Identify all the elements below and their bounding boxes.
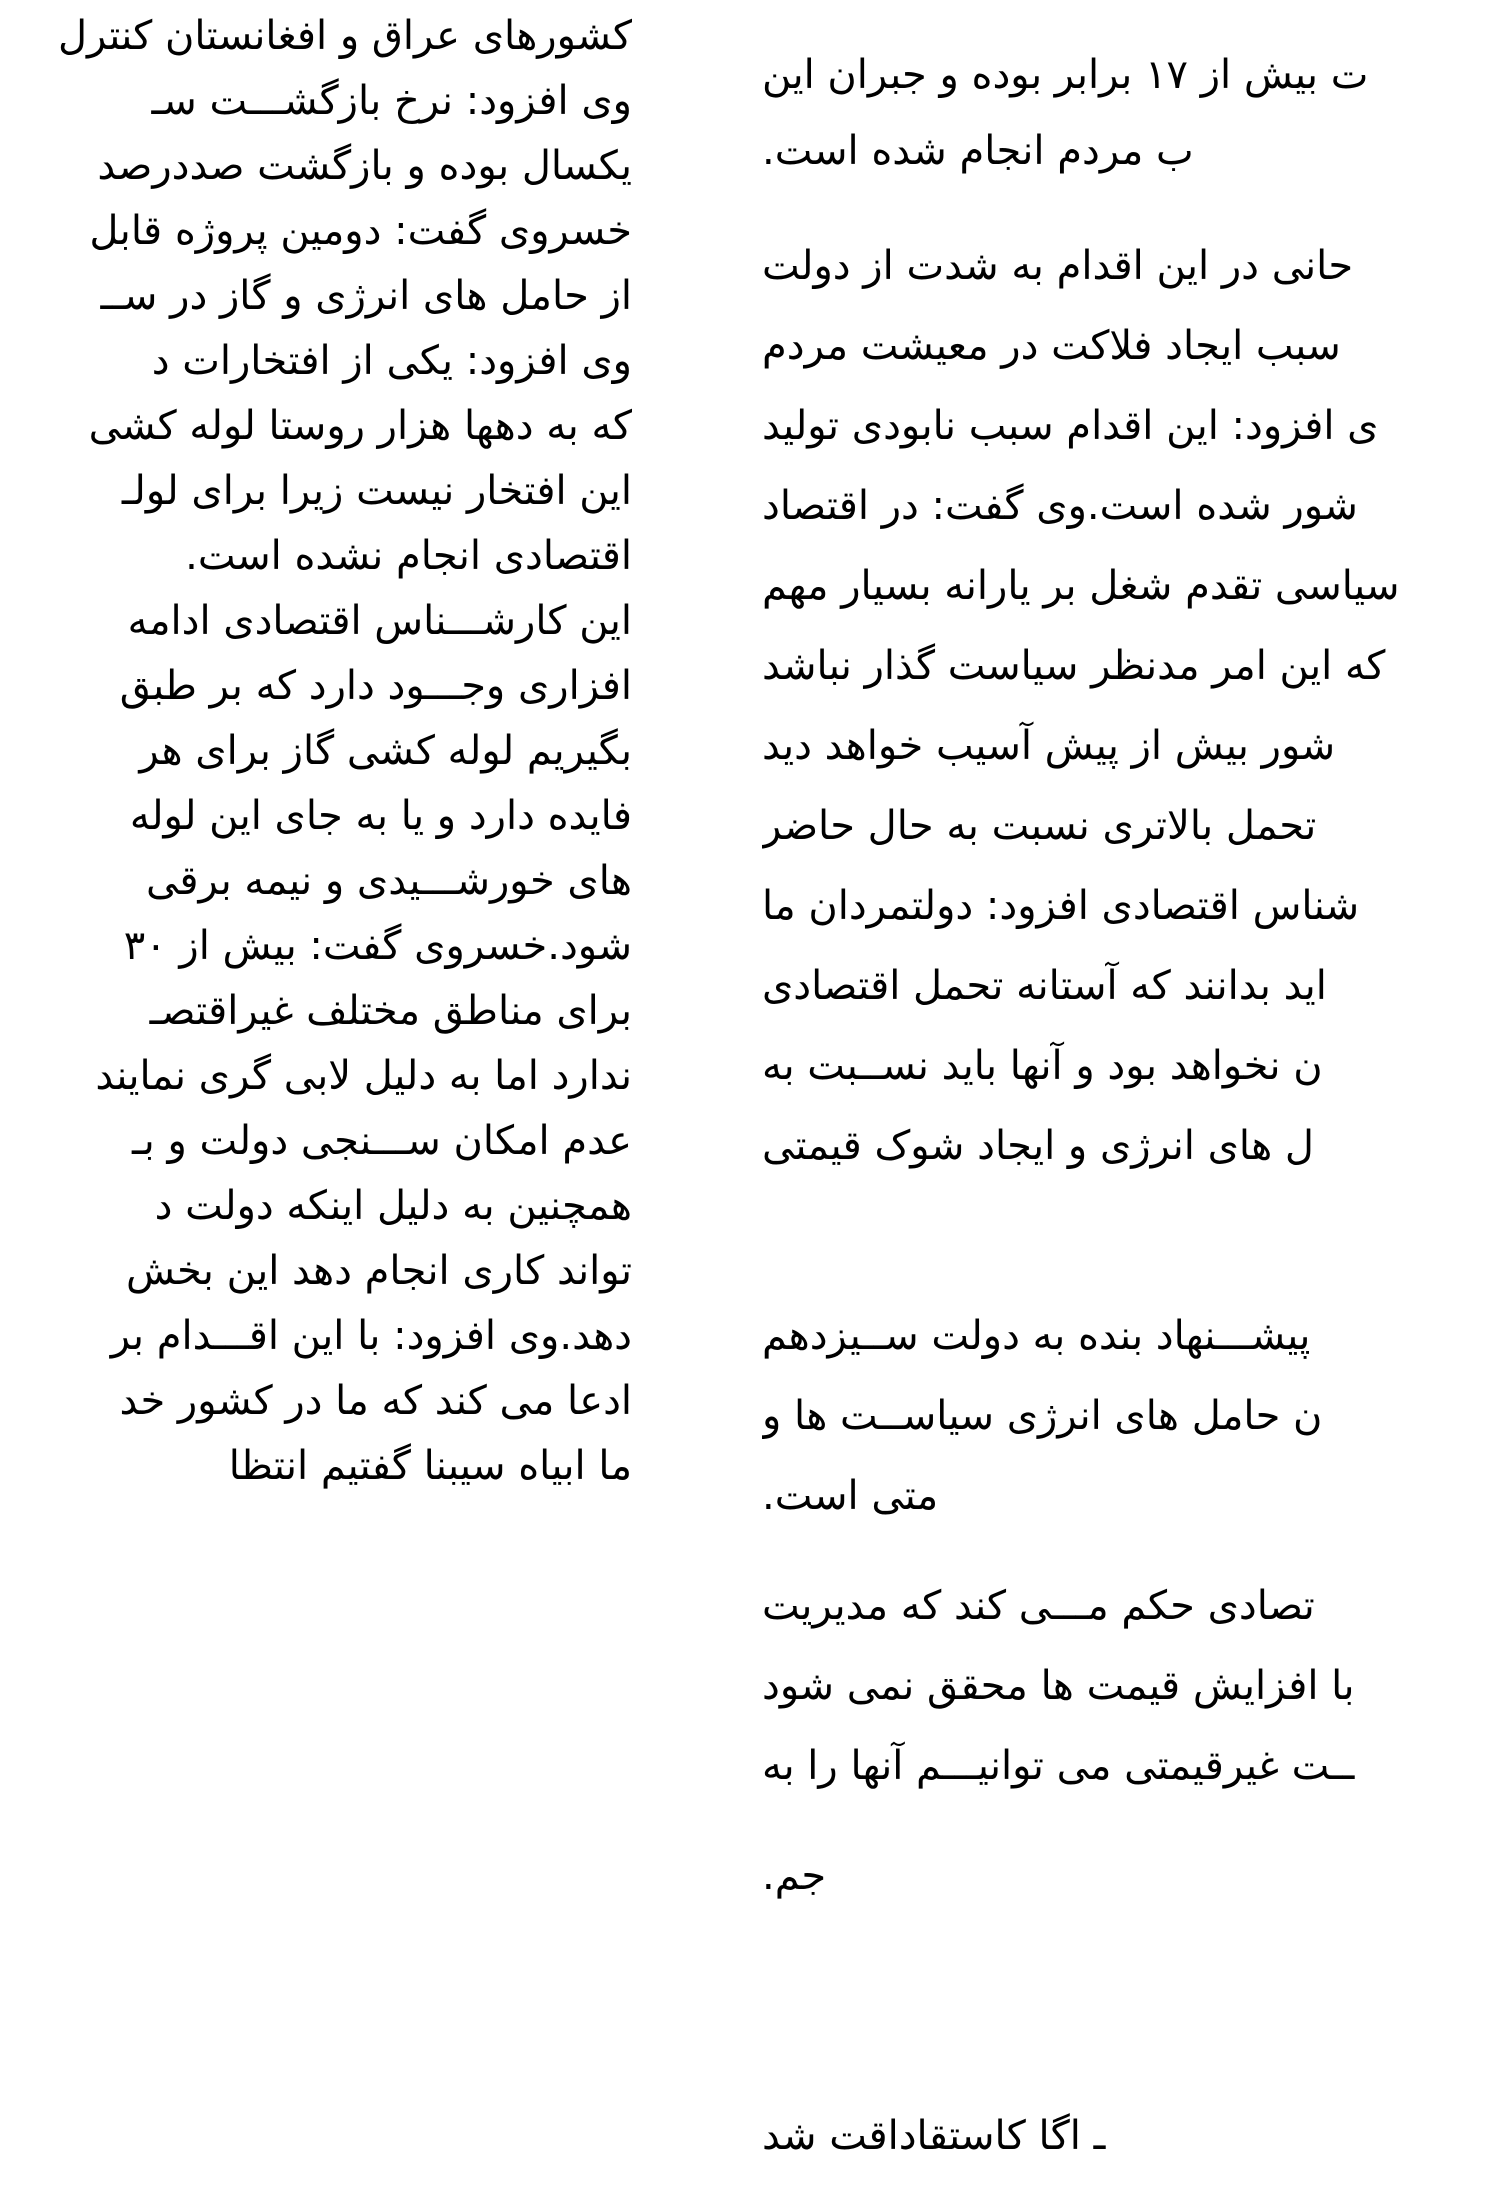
- text-line: شور بیش از پیش آسیب خواهد دید: [762, 723, 1336, 769]
- text-line: ن نخواهد بود و آنها باید نســبت به: [762, 1043, 1323, 1089]
- text-line: که این امر مدنظر سیاست گذار نباشد: [762, 643, 1386, 689]
- text-line: پیشـــنهاد بنده به دولت ســیزدهم: [762, 1313, 1311, 1359]
- text-line: همچنین به دلیل اینکه دولت د: [154, 1183, 632, 1229]
- text-line: افزاری وجـــود دارد که بر طبق: [119, 663, 632, 709]
- text-line: فایده دارد و یا به جای این لوله: [129, 793, 632, 839]
- text-line: ب مردم انجام شده است.: [762, 128, 1194, 174]
- text-line: جم.: [762, 1853, 827, 1899]
- text-line: کشورهای عراق و افغانستان کنترل: [57, 13, 632, 59]
- text-line: متی است.: [762, 1473, 939, 1519]
- text-line: این افتخار نیست زیرا برای لولـ: [121, 468, 632, 514]
- text-line: از حامل های انرژی و گاز در ســ: [100, 273, 632, 319]
- text-line: تصادی حکم مـــی کند که مدیریت: [762, 1583, 1315, 1629]
- text-line: اقتصادی انجام نشده است.: [185, 533, 632, 579]
- article-column-right: [762, 0, 1500, 2197]
- text-line: ل های انرژی و ایجاد شوک قیمتی: [762, 1123, 1314, 1169]
- text-line: عدم امکان ســـنجی دولت و بـ: [131, 1118, 632, 1164]
- text-line: شود.خسروی گفت: بیش از ۳۰: [123, 923, 632, 969]
- text-line: شور شده است.وی گفت: در اقتصاد: [762, 483, 1358, 529]
- text-line: ت بیش از ۱۷ برابر بوده و جبران این: [762, 52, 1369, 98]
- text-line: تحمل بالاتری نسبت به حال حاضر: [762, 803, 1317, 849]
- text-line: ـ اگا کاستقاداقت شد: [762, 2113, 1106, 2159]
- text-line: وی افزود: نرخ بازگشـــت سـ: [151, 78, 632, 124]
- text-line: اید بدانند که آستانه تحمل اقتصادی: [762, 963, 1327, 1009]
- text-line: ی افزود: این اقدام سبب نابودی تولید: [762, 403, 1379, 449]
- text-line: سیاسی تقدم شغل بر یارانه بسیار مهم: [762, 563, 1400, 609]
- text-line: ما ابیاه سیبنا گفتیم انتظا: [228, 1443, 632, 1489]
- text-line: دهد.وی افزود: با این اقـــدام بر: [110, 1313, 632, 1359]
- text-line: تواند کاری انجام دهد این بخش: [125, 1248, 632, 1294]
- text-line: ادعا می کند که ما در کشور خد: [119, 1378, 632, 1424]
- text-line: وی افزود: یکی از افتخارات د: [151, 338, 632, 384]
- text-line: شناس اقتصادی افزود: دولتمردان ما: [762, 883, 1360, 929]
- text-line: که به دهها هزار روستا لوله کشی: [88, 403, 632, 449]
- text-line: ندارد اما به دلیل لابی گری نمایند: [95, 1053, 632, 1099]
- text-line: سبب ایجاد فلاکت در معیشت مردم: [762, 323, 1341, 369]
- text-line: برای مناطق مختلف غیراقتصـ: [149, 988, 632, 1034]
- text-line: خسروی گفت: دومین پروژه قابل: [89, 208, 632, 254]
- text-line: این کارشـــناس اقتصادی ادامه: [127, 598, 632, 644]
- text-line: حانی در این اقدام به شدت از دولت: [762, 243, 1354, 289]
- article-column-left: [0, 0, 632, 2197]
- text-line: بگیریم لوله کشی گاز برای هر: [139, 728, 632, 774]
- text-line: ن حامل های انرژی سیاســت ها و: [762, 1393, 1323, 1439]
- text-line: با افزایش قیمت ها محقق نمی شود: [762, 1663, 1355, 1709]
- text-line: یکسال بوده و بازگشت صددرصد: [97, 143, 632, 189]
- text-line: های خورشـــیدی و نیمه برقی: [146, 858, 632, 904]
- text-line: ــت غیرقیمتی می توانیـــم آنها را به: [762, 1743, 1355, 1789]
